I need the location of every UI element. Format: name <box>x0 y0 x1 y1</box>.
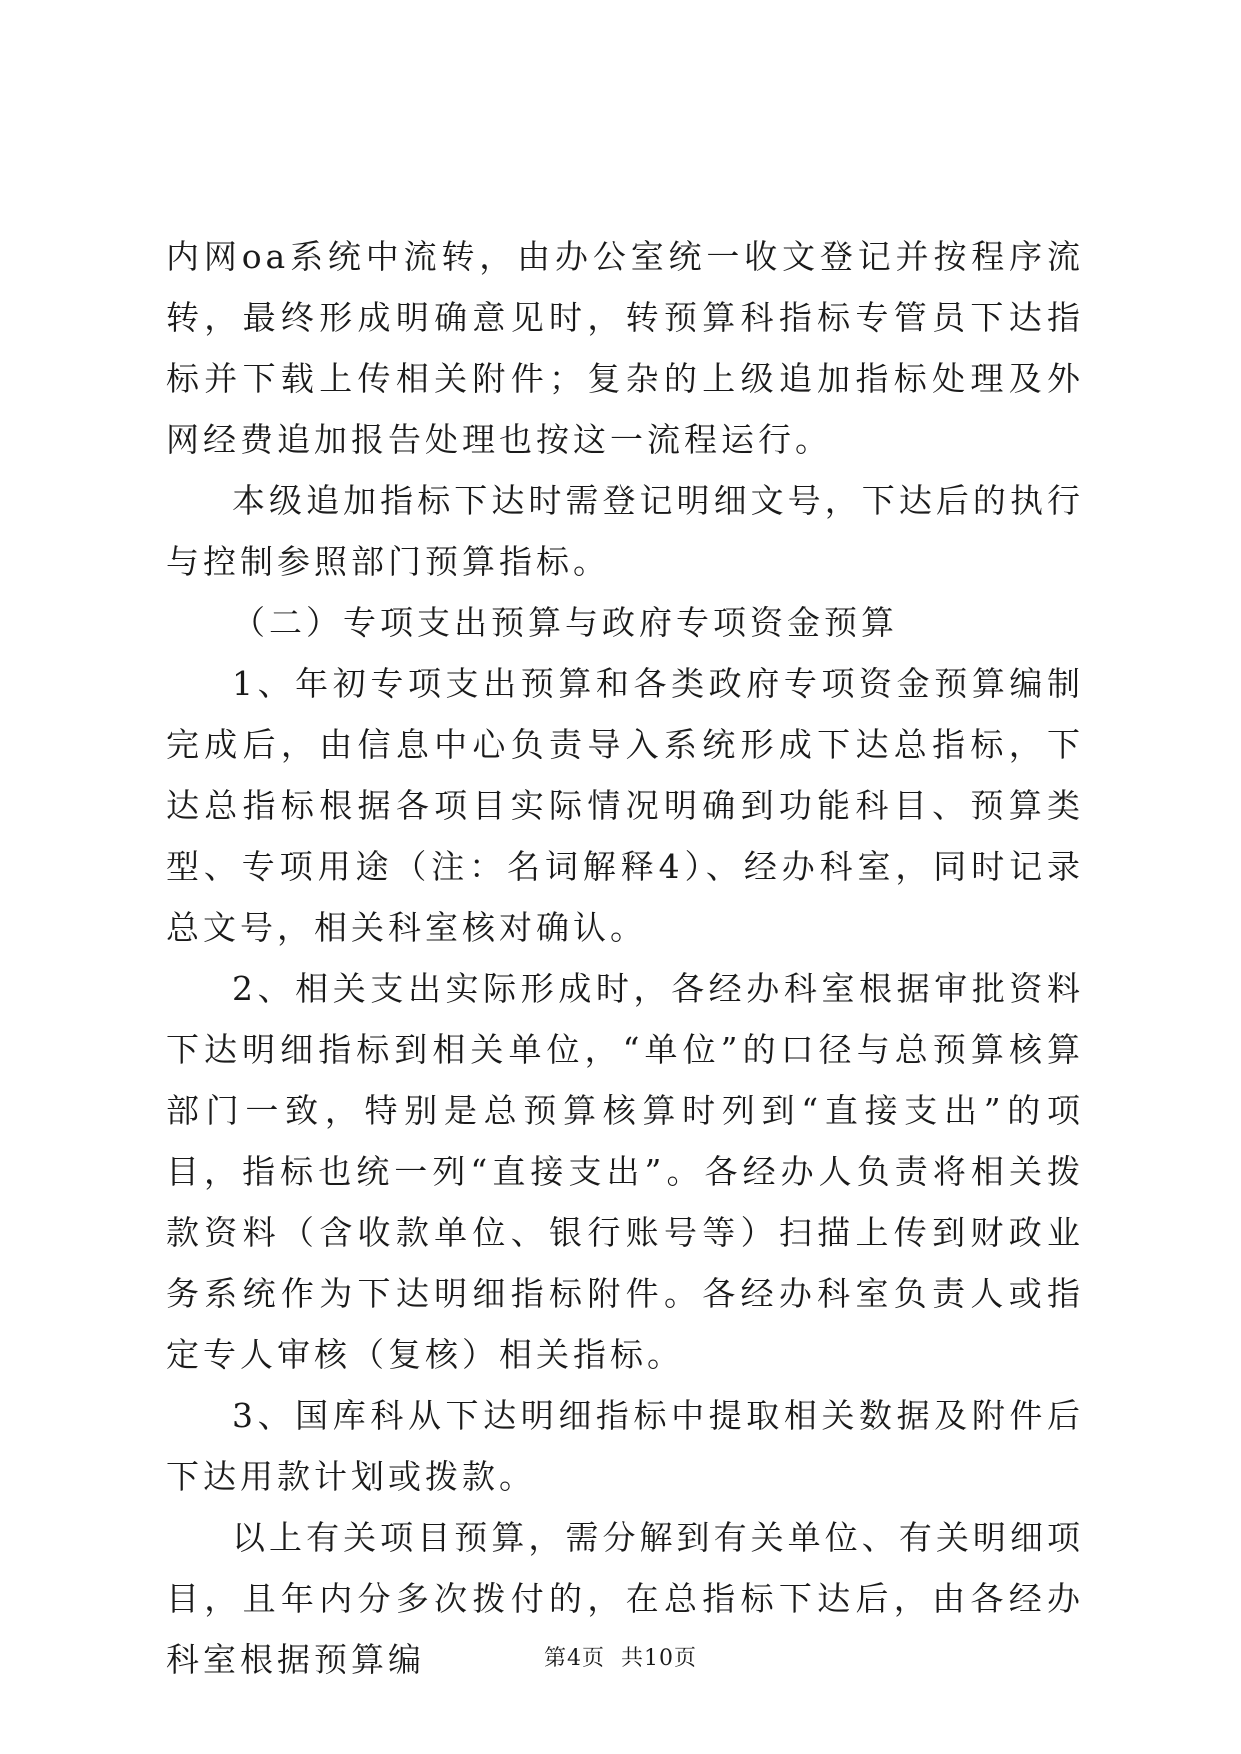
paragraph-item-1: 1、年初专项支出预算和各类政府专项资金预算编制完成后，由信息中心负责导入系统形成下达总指标，下达总指标根据各项目实际情况明确到功能科目、预算类型、专项用途（注：名词解释4）、经办科室，同时记录总文号，相关科室核对确认。 <box>166 664 1084 947</box>
page-number: 第4页 <box>544 1646 605 1671</box>
paragraph-continued: 内网oa系统中流转，由办公室统一收文登记并按程序流转，最终形成明确意见时，转预算科指标专管员下达指标并下载上传相关附件；复杂的上级追加指标处理及外网经费追加报告处理也按这一流程运行。 <box>166 237 1084 459</box>
page-footer <box>0 1641 1241 1672</box>
document-body <box>166 226 1084 1690</box>
paragraph-summary: 以上有关项目预算，需分解到有关单位、有关明细项目，且年内分多次拨付的，在总指标下达后，由各经办科室根据预算编 <box>166 1518 1084 1679</box>
paragraph-item-3: 3、国库科从下达明细指标中提取相关数据及附件后下达用款计划或拨款。 <box>166 1396 1084 1496</box>
page-total: 共10页 <box>621 1646 697 1671</box>
section-heading: （二）专项支出预算与政府专项资金预算 <box>232 603 898 642</box>
paragraph-item-2: 2、相关支出实际形成时，各经办科室根据审批资料下达明细指标到相关单位，“单位”的口径与总预算核算部门一致，特别是总预算核算时列到“直接支出”的项目，指标也统一列“直接支出”。各经办人负责将相关拨款资料（含收款单位、银行账号等）扫描上传到财政业务系统作为下达明细指标附件。各经办科室负责人或指定专人审核（复核）相关指标。 <box>166 969 1084 1374</box>
paragraph-level-addition: 本级追加指标下达时需登记明细文号，下达后的执行与控制参照部门预算指标。 <box>166 481 1084 581</box>
